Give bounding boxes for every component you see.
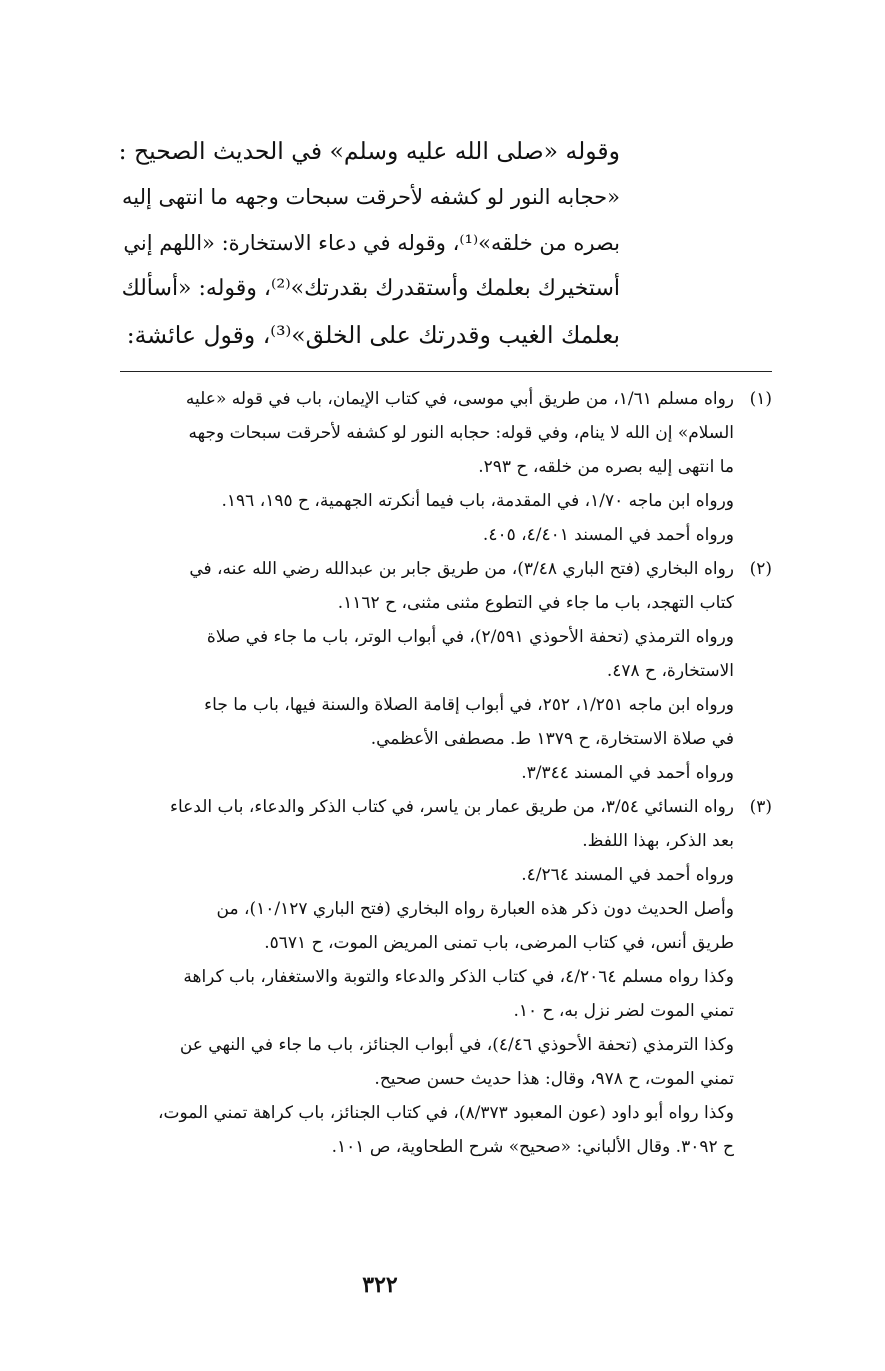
footnote-2 — [42, 552, 772, 790]
footnote-line: رواه البخاري (فتح الباري ٣/٤٨)، من طريق جابر بن عبدالله رضي الله عنه، في — [189, 559, 734, 579]
footnote-line: ورواه أحمد في المسند ٤/٤٠١، ٤٠٥. — [482, 525, 734, 545]
main-text — [120, 128, 620, 358]
footnote-line: وكذا رواه مسلم ٤/٢٠٦٤، في كتاب الذكر والدعاء والتوبة والاستغفار، باب كراهة — [183, 967, 734, 987]
footnotes — [42, 382, 772, 1164]
main-text-line: بعلمك الغيب وقدرتك على الخلق»⁽³⁾، وقول عائشة: — [126, 321, 620, 349]
main-text-line: أستخيرك بعلمك وأستقدرك بقدرتك»⁽²⁾، وقوله: «أسألك — [121, 276, 620, 301]
footnote-line: ورواه ابن ماجه ١/٢٥١، ٢٥٢، في أبواب إقامة الصلاة والسنة فيها، باب ما جاء — [204, 695, 734, 715]
footnote-number: (٢) — [749, 559, 772, 579]
footnote-line: وكذا رواه أبو داود (عون المعبود ٨/٣٧٣)، في كتاب الجنائز، باب كراهة تمني الموت، — [158, 1103, 734, 1123]
footnote-divider — [120, 371, 772, 372]
footnote-line: السلام» إن الله لا ينام، وفي قوله: حجابه النور لو كشفه لأحرقت سبحات وجهه — [188, 423, 734, 443]
footnote-line: رواه النسائي ٣/٥٤، من طريق عمار بن ياسر، في كتاب الذكر والدعاء، باب الدعاء — [169, 797, 734, 817]
footnote-line: تمني الموت لضر نزل به، ح ١٠. — [513, 1001, 734, 1021]
footnote-line: ورواه ابن ماجه ١/٧٠، في المقدمة، باب فيما أنكرته الجهمية، ح ١٩٥، ١٩٦. — [221, 491, 734, 511]
footnote-line: بعد الذكر، بهذا اللفظ. — [582, 831, 734, 851]
footnote-line: رواه مسلم ١/٦١، من طريق أبي موسى، في كتاب الإيمان، باب في قوله «عليه — [185, 389, 734, 409]
footnote-number: (٣) — [749, 797, 772, 817]
footnote-line: ورواه أحمد في المسند ٤/٢٦٤. — [521, 865, 734, 885]
footnote-line: الاستخارة، ح ٤٧٨. — [606, 661, 734, 681]
footnote-line: تمني الموت، ح ٩٧٨، وقال: هذا حديث حسن صحيح. — [374, 1069, 734, 1089]
footnote-line: طريق أنس، في كتاب المرضى، باب تمنى المريض الموت، ح ٥٦٧١. — [264, 933, 734, 953]
footnote-1 — [42, 382, 772, 552]
footnote-line: في صلاة الاستخارة، ح ١٣٧٩ ط. مصطفى الأعظمي. — [370, 729, 734, 749]
footnote-line: ما انتهى إليه بصره من خلقه، ح ٢٩٣. — [478, 457, 734, 477]
footnote-number: (١) — [749, 389, 772, 409]
main-text-line: «حجابه النور لو كشفه لأحرقت سبحات وجهه ما انتهى إليه — [122, 185, 620, 209]
main-text-line: وقوله «صلى الله عليه وسلم» في الحديث الصحيح : — [118, 137, 620, 165]
footnote-line: كتاب التهجد، باب ما جاء في التطوع مثنى مثنى، ح ١١٦٢. — [337, 593, 734, 613]
page-number: ٣٢٢ — [362, 1272, 398, 1298]
footnote-line: ورواه أحمد في المسند ٣/٣٤٤. — [521, 763, 734, 783]
footnote-3 — [42, 790, 772, 1164]
main-text-line: بصره من خلقه»⁽¹⁾، وقوله في دعاء الاستخارة: «اللهم إني — [123, 231, 620, 255]
footnote-line: ورواه الترمذي (تحفة الأحوذي ٢/٥٩١)، في أبواب الوتر، باب ما جاء في صلاة — [206, 627, 734, 647]
footnote-line: وكذا الترمذي (تحفة الأحوذي ٤/٤٦)، في أبواب الجنائز، باب ما جاء في النهي عن — [179, 1035, 734, 1055]
footnote-line: ح ٣٠٩٢. وقال الألباني: «صحيح» شرح الطحاوية، ص ١٠١. — [331, 1137, 734, 1157]
footnote-line: وأصل الحديث دون ذكر هذه العبارة رواه البخاري (فتح الباري ١٠/١٢٧)، من — [216, 899, 734, 919]
